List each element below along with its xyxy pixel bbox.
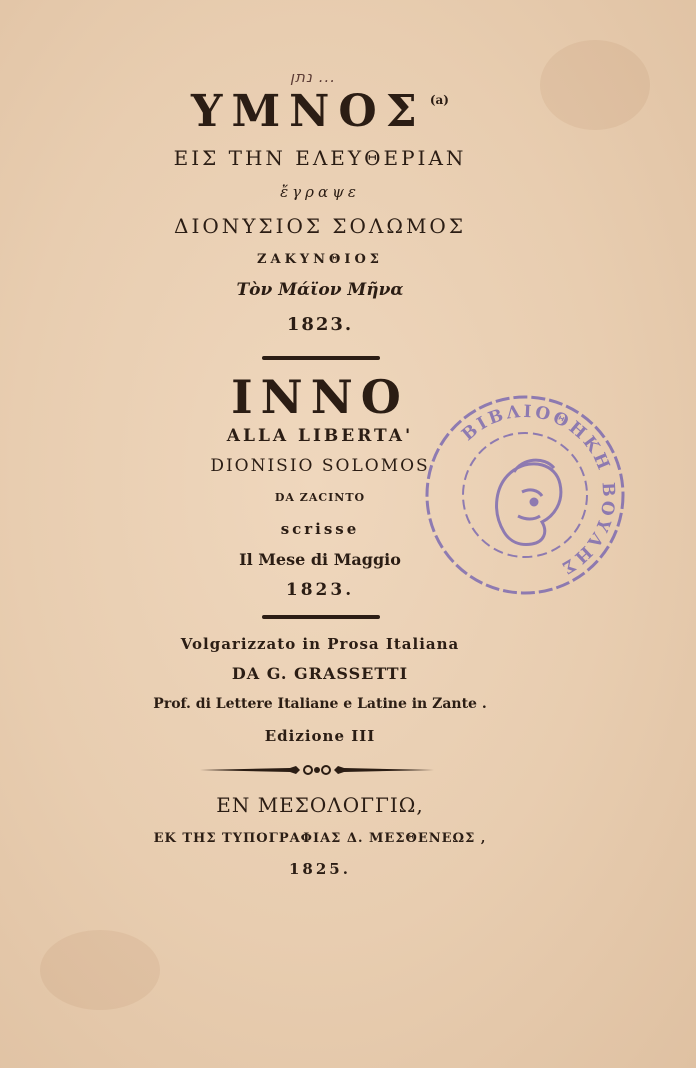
imprint-place: ΕΝ ΜΕΣΟΛΟΓΓΙΩ, bbox=[216, 793, 424, 817]
italian-year: 1823. bbox=[285, 580, 355, 600]
italian-author: DIONISIO SOLOMOS bbox=[210, 456, 430, 476]
athena-head-icon bbox=[497, 460, 561, 544]
handwritten-note: נתן ... bbox=[290, 68, 337, 86]
italian-title: INNO bbox=[231, 370, 409, 424]
greek-subtitle: ΕΙΣ ΤΗΝ ΕΛΕΥΘΕΡΙΑΝ bbox=[173, 146, 467, 170]
divider-rule bbox=[262, 356, 380, 360]
paper-stain bbox=[40, 930, 160, 1010]
translator-name: DA G. GRASSETTI bbox=[231, 664, 409, 683]
greek-title: ΥΜΝΟΣ $^{(a)}$ bbox=[191, 86, 449, 137]
italian-subtitle: ALLA LIBERTA' bbox=[226, 426, 414, 446]
translation-line: Volgarizzato in Prosa Italiana bbox=[180, 635, 460, 653]
imprint-printer: ΕΚ ΤΗΣ ΤΥΠΟΓΡΑΦΙΑΣ Δ. ΜΕΣΘΕΝΕΩΣ , bbox=[153, 831, 487, 846]
italian-origin: DA ZACINTO bbox=[274, 491, 366, 504]
edition-line: Edizione III bbox=[264, 727, 376, 745]
footnote-mark: (a) bbox=[429, 93, 449, 107]
italian-month: Il Mese di Maggio bbox=[239, 550, 401, 569]
stamp-text: ΒΙΒΛΙΟΘΗΚΗ ΒΟΥΛΗΣ bbox=[458, 401, 619, 579]
translator-credentials: Prof. di Lettere Italiane e Latine in Zante . bbox=[153, 696, 487, 712]
ornamental-rule bbox=[200, 762, 434, 778]
greek-wrote: ἔγραψε bbox=[280, 183, 360, 201]
greek-author: ΔΙΟΝΥΣΙΟΣ ΣΟΛΩΜΟΣ bbox=[174, 214, 466, 238]
divider-rule bbox=[262, 615, 380, 619]
greek-origin: ΖΑΚΥΝΘΙΟΣ bbox=[257, 252, 383, 267]
greek-month: Τὸν Μάϊον Μῆνα bbox=[236, 280, 404, 300]
library-stamp bbox=[422, 392, 628, 598]
italian-wrote: scrisse bbox=[280, 520, 360, 538]
greek-year: 1823. bbox=[286, 314, 354, 335]
imprint-year: 1825. bbox=[289, 860, 351, 878]
